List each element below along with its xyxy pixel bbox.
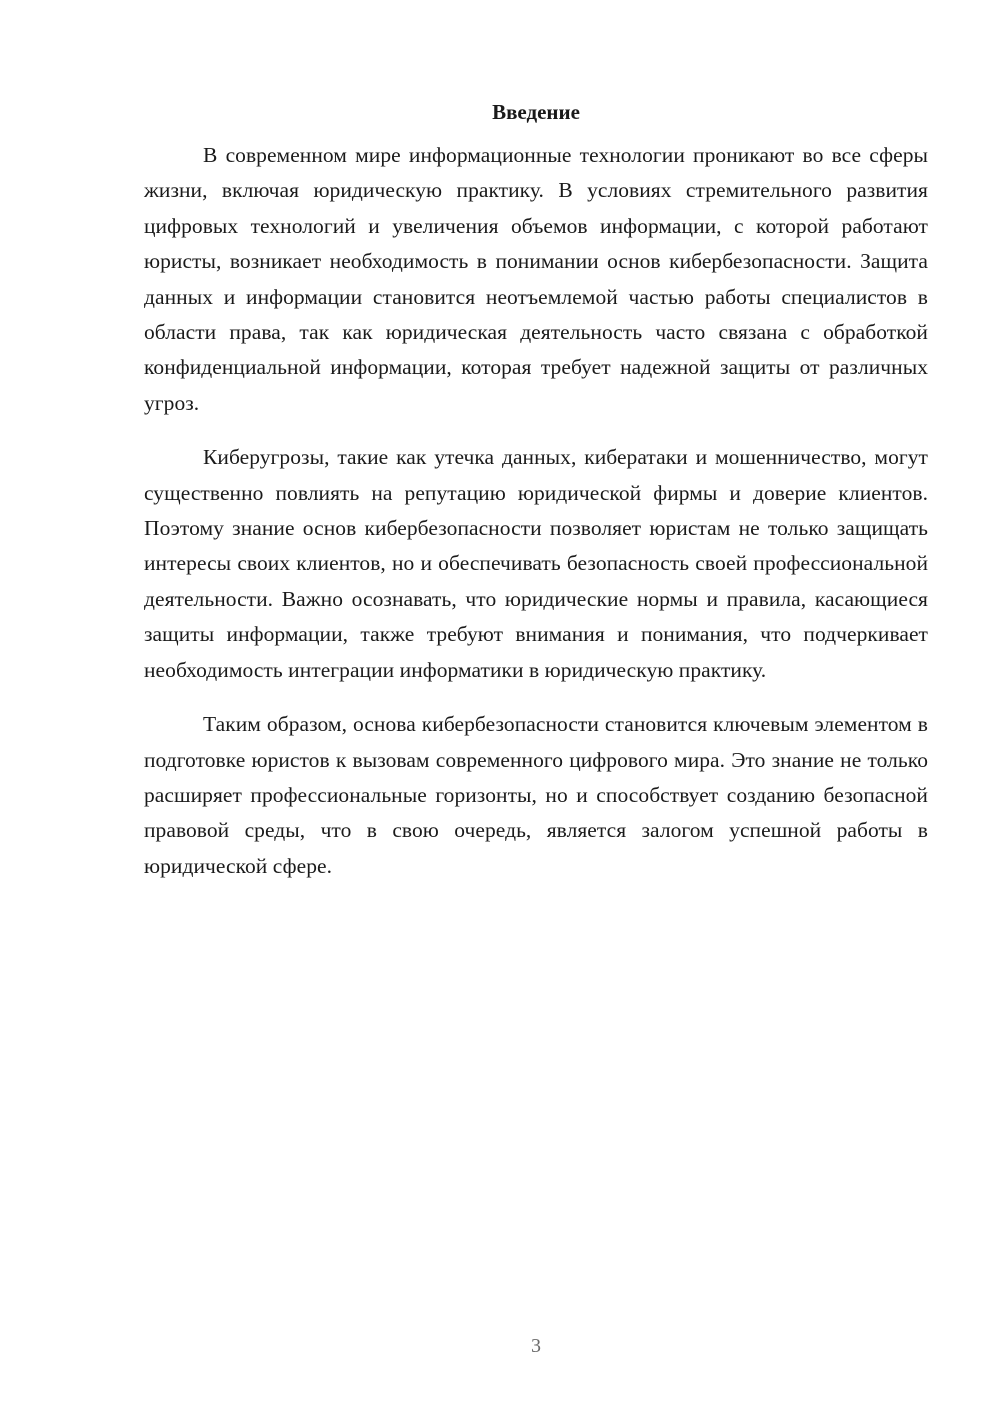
document-body — [144, 96, 928, 903]
section-heading: Введение — [492, 100, 580, 124]
page-number: 3 — [531, 1335, 541, 1357]
paragraph-3: Таким образом, основа кибербезопасности становится ключевым элементом в подготовке юристов к вызовам современного цифрового мира. Это знание не только расширяет профессиональные горизонты, но и способствует созданию безопасной правовой среды, что в свою очередь, является залогом успешной работы в юридической сфере. — [144, 712, 928, 878]
paragraph-2: Киберугрозы, такие как утечка данных, кибератаки и мошенничество, могут существенно повлиять на репутацию юридической фирмы и доверие клиентов. Поэтому знание основ кибербезопасности позволяет юристам не только защищать интересы своих клиентов, но и обеспечивать безопасность своей профессиональной деятельности. Важно осознавать, что юридические нормы и правила, касающиеся защиты информации, также требуют внимания и понимания, что подчеркивает необходимость интеграции информатики в юридическую практику. — [144, 445, 928, 682]
paragraph-1: В современном мире информационные технологии проникают во все сферы жизни, включая юридическую практику. В условиях стремительного развития цифровых технологий и увеличения объемов информации, с которой работают юристы, возникает необходимость в понимании основ кибербезопасности. Защита данных и информации становится неотъемлемой частью работы специалистов в области права, так как юридическая деятельность часто связана с обработкой конфиденциальной информации, которая требует надежной защиты от различных угроз. — [144, 143, 928, 415]
